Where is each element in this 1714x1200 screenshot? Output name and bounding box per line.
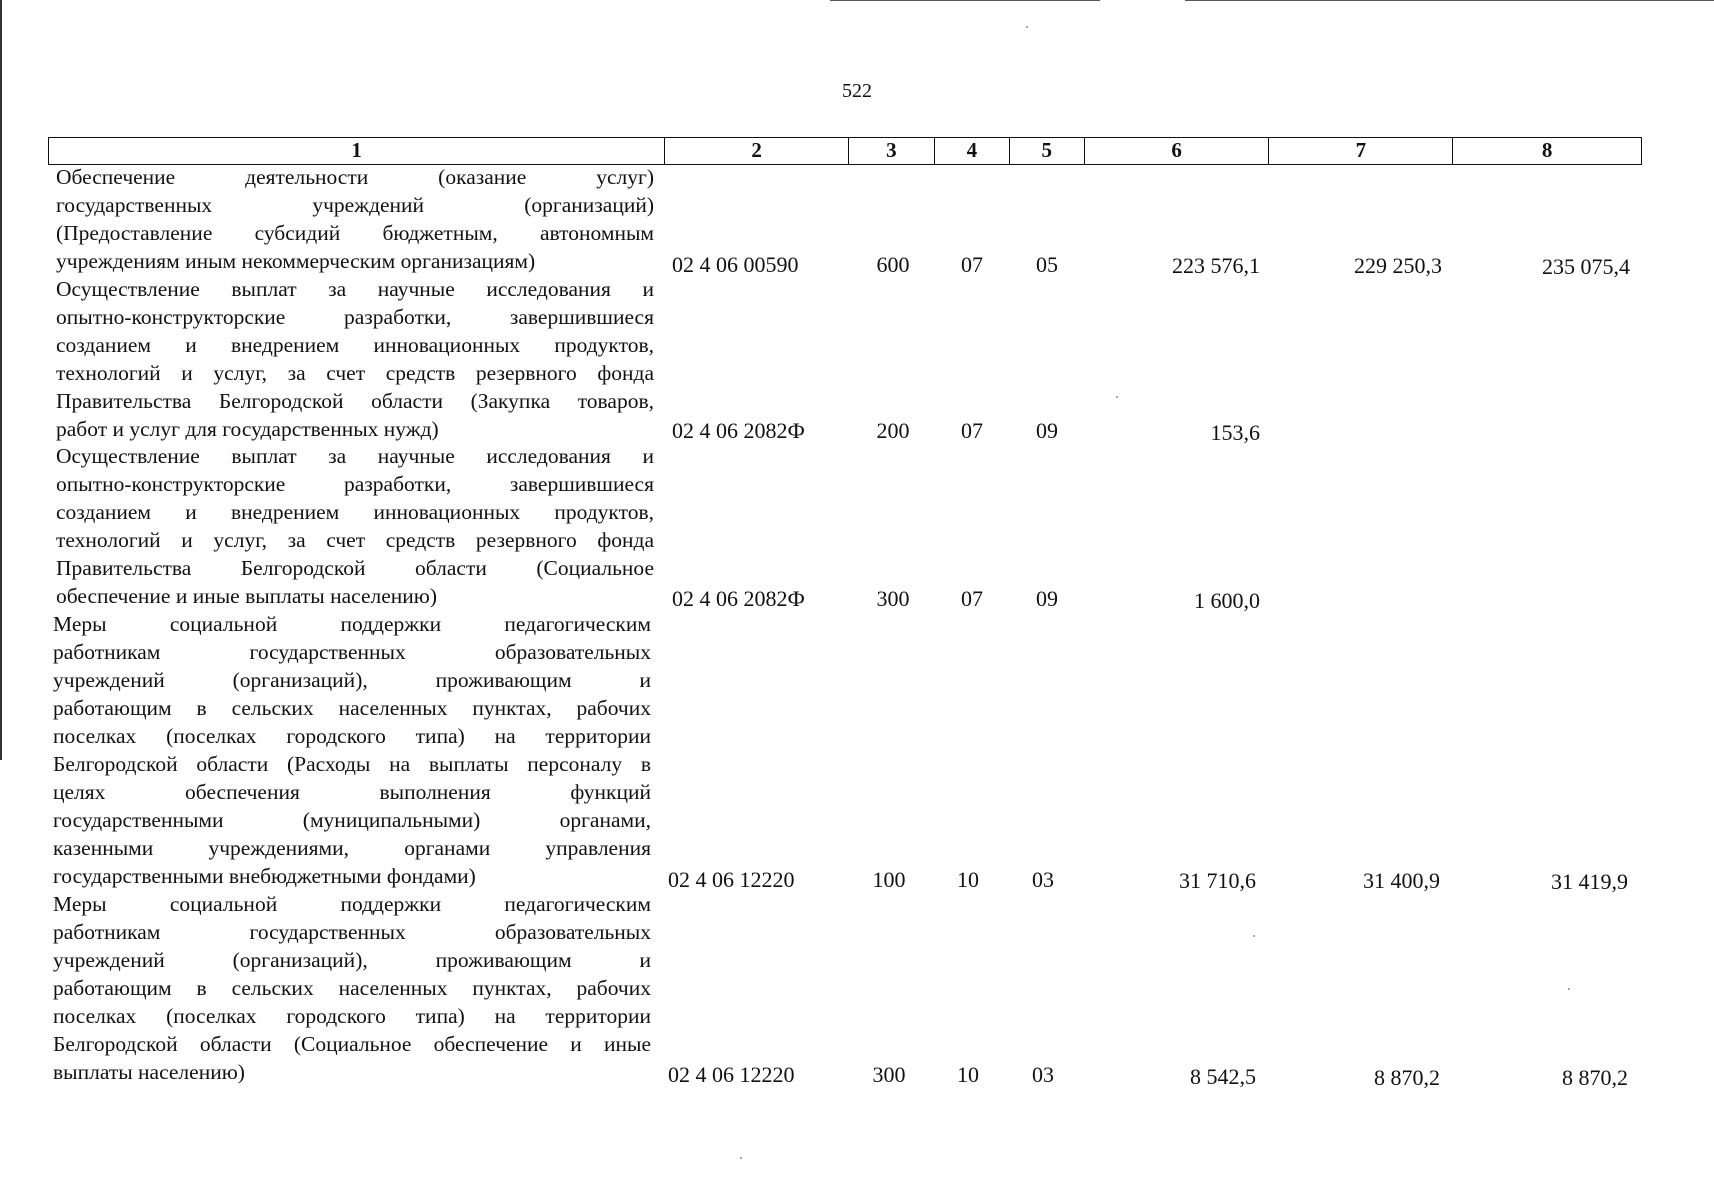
description-line: Осуществление выплат за научные исследования и bbox=[56, 277, 654, 301]
scan-edge-left bbox=[0, 0, 2, 760]
header-col-3: 3 bbox=[849, 138, 935, 164]
col-4-value: 07 bbox=[961, 252, 983, 277]
budget-code: 02 4 06 2082Ф bbox=[672, 586, 805, 611]
scan-edge-top bbox=[830, 0, 1100, 1]
budget-code: 02 4 06 12220 bbox=[668, 1062, 795, 1087]
col-6-value: 153,6 bbox=[1210, 420, 1260, 445]
header-col-7: 7 bbox=[1269, 138, 1453, 164]
description-line: Осуществление выплат за научные исследования и bbox=[56, 444, 654, 468]
col-8-value: 235 075,4 bbox=[1542, 254, 1630, 279]
description-line: государственными внебюджетными фондами) bbox=[53, 864, 476, 888]
row-description bbox=[53, 890, 651, 1086]
col-8-value: 8 870,2 bbox=[1562, 1065, 1628, 1090]
description-line: работающим в сельских населенных пунктах, рабочих bbox=[53, 976, 651, 1000]
description-line: Меры социальной поддержки педагогическим bbox=[53, 892, 651, 916]
description-line: (Предоставление субсидий бюджетным, автономным bbox=[56, 221, 654, 245]
col-3-value: 100 bbox=[872, 867, 906, 892]
col-6-value: 8 542,5 bbox=[1190, 1064, 1256, 1089]
description-line: созданием и внедрением инновационных продуктов, bbox=[56, 500, 654, 524]
description-line: выплаты населению) bbox=[53, 1060, 245, 1084]
page-number: 522 bbox=[842, 80, 872, 102]
header-col-6: 6 bbox=[1085, 138, 1270, 164]
description-line: Белгородской области (Социальное обеспечение и иные bbox=[53, 1032, 651, 1056]
col-3-value: 300 bbox=[876, 586, 910, 611]
col-5-value: 03 bbox=[1032, 867, 1054, 892]
budget-code: 02 4 06 00590 bbox=[672, 252, 799, 277]
description-line: работающим в сельских населенных пунктах, рабочих bbox=[53, 696, 651, 720]
description-line: Правительства Белгородской области (Закупка товаров, bbox=[56, 389, 654, 413]
description-line: опытно-конструкторские разработки, завершившиеся bbox=[56, 472, 654, 496]
scan-edge-top-2 bbox=[1185, 0, 1714, 1]
budget-code: 02 4 06 2082Ф bbox=[672, 418, 805, 443]
description-line: казенными учреждениями, органами управления bbox=[53, 836, 651, 860]
col-5-value: 09 bbox=[1036, 418, 1058, 443]
col-6-value: 31 710,6 bbox=[1179, 868, 1256, 893]
description-line: поселках (поселках городского типа) на территории bbox=[53, 1004, 651, 1028]
scan-speck bbox=[1253, 935, 1255, 937]
col-5-value: 03 bbox=[1032, 1062, 1054, 1087]
description-line: поселках (поселках городского типа) на территории bbox=[53, 724, 651, 748]
description-line: работникам государственных образовательных bbox=[53, 920, 651, 944]
description-line: целях обеспечения выполнения функций bbox=[53, 780, 651, 804]
col-5-value: 09 bbox=[1036, 586, 1058, 611]
budget-code: 02 4 06 12220 bbox=[668, 867, 795, 892]
scan-speck bbox=[1116, 396, 1118, 398]
description-line: государственных учреждений (организаций) bbox=[56, 193, 654, 217]
row-description bbox=[56, 442, 654, 610]
col-3-value: 600 bbox=[876, 252, 910, 277]
col-4-value: 07 bbox=[961, 586, 983, 611]
header-col-5: 5 bbox=[1010, 138, 1085, 164]
description-line: Правительства Белгородской области (Социальное bbox=[56, 556, 654, 580]
col-5-value: 05 bbox=[1036, 252, 1058, 277]
description-line: Обеспечение деятельности (оказание услуг) bbox=[56, 165, 654, 189]
header-col-4: 4 bbox=[935, 138, 1010, 164]
col-3-value: 300 bbox=[872, 1062, 906, 1087]
col-7-value: 8 870,2 bbox=[1374, 1065, 1440, 1090]
description-line: работникам государственных образовательных bbox=[53, 640, 651, 664]
col-7-value: 229 250,3 bbox=[1354, 253, 1442, 278]
row-description bbox=[56, 275, 654, 443]
description-line: Меры социальной поддержки педагогическим bbox=[53, 612, 651, 636]
header-col-8: 8 bbox=[1541, 138, 1553, 162]
row-description bbox=[56, 163, 654, 275]
header-col-2: 2 bbox=[665, 138, 849, 164]
description-line: учреждений (организаций), проживающим и bbox=[53, 668, 651, 692]
col-7-value: 31 400,9 bbox=[1363, 868, 1440, 893]
description-line: технологий и услуг, за счет средств резервного фонда bbox=[56, 361, 654, 385]
scan-speck bbox=[1568, 988, 1570, 990]
table-header bbox=[48, 137, 1642, 165]
col-4-value: 07 bbox=[961, 418, 983, 443]
col-3-value: 200 bbox=[876, 418, 910, 443]
description-line: обеспечение и иные выплаты населению) bbox=[56, 584, 438, 608]
col-8-value: 31 419,9 bbox=[1551, 869, 1628, 894]
description-line: технологий и услуг, за счет средств резервного фонда bbox=[56, 528, 654, 552]
description-line: опытно-конструкторские разработки, завершившиеся bbox=[56, 305, 654, 329]
col-6-value: 223 576,1 bbox=[1172, 253, 1260, 278]
description-line: учреждениям иным некоммерческим организациям) bbox=[56, 249, 536, 273]
header-col-1: 1 bbox=[49, 138, 665, 164]
description-line: созданием и внедрением инновационных продуктов, bbox=[56, 333, 654, 357]
col-4-value: 10 bbox=[957, 1062, 979, 1087]
description-line: работ и услуг для государственных нужд) bbox=[56, 417, 439, 441]
col-4-value: 10 bbox=[957, 867, 979, 892]
scan-speck bbox=[740, 1157, 742, 1159]
scan-speck bbox=[1026, 26, 1028, 28]
col-6-value: 1 600,0 bbox=[1194, 588, 1260, 613]
row-description bbox=[53, 610, 651, 890]
description-line: Белгородской области (Расходы на выплаты персоналу в bbox=[53, 752, 651, 776]
description-line: учреждений (организаций), проживающим и bbox=[53, 948, 651, 972]
description-line: государственными (муниципальными) органами, bbox=[53, 808, 651, 832]
